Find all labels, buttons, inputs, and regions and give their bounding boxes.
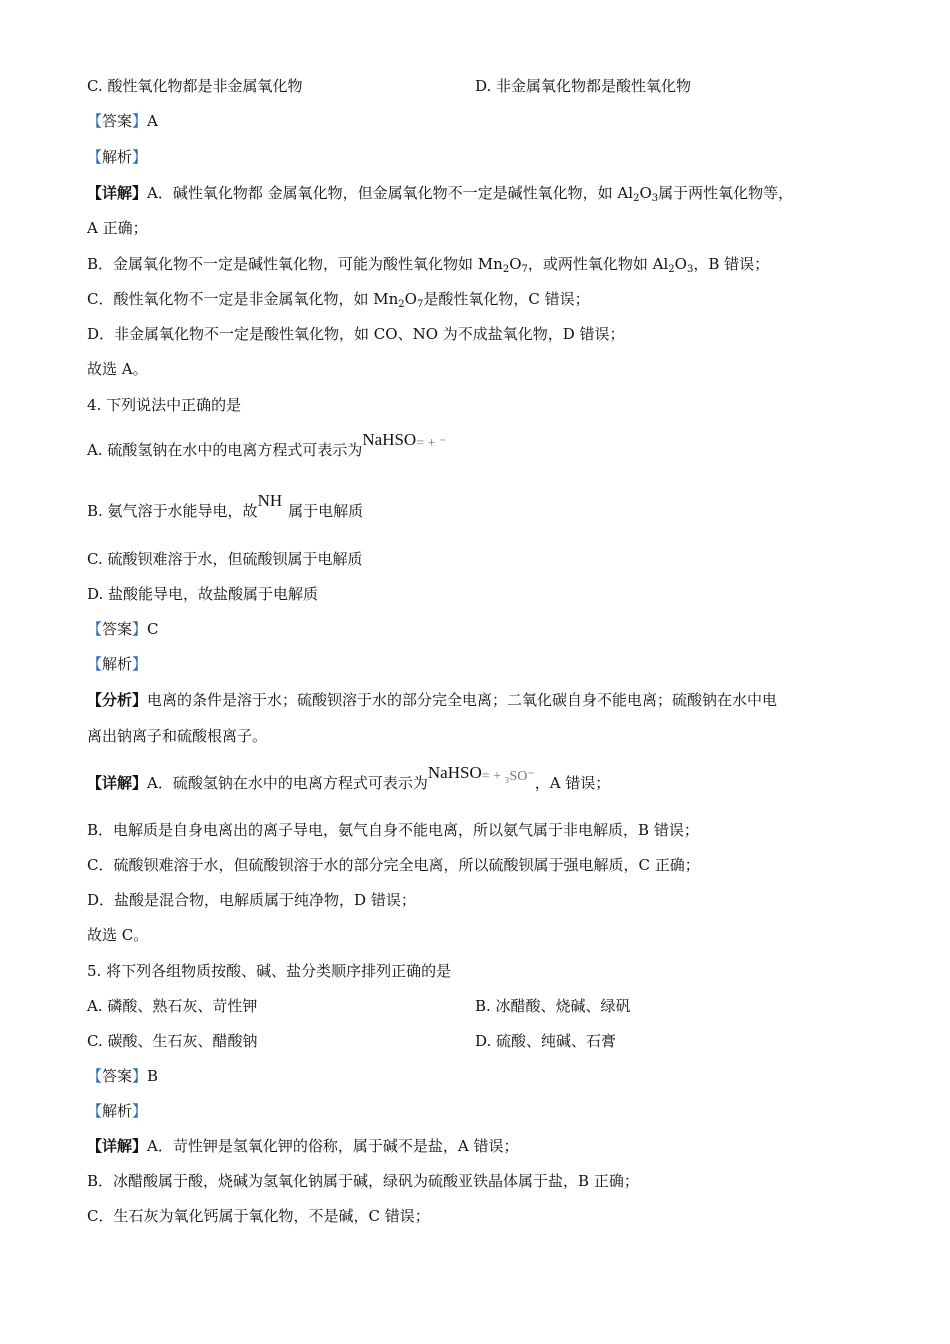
q4-detail-a: 【详解】A．硫酸氢钠在水中的电离方程式可表示为NaHSO= + ₃SO⁻，A 错误； [87, 763, 611, 792]
q4-stem: 4. 下列说法中正确的是 [87, 396, 242, 414]
formula: NH [257, 491, 283, 510]
answer-label: 答案 [102, 112, 133, 130]
q5-detail-a: 【详解】A．苛性钾是氢氧化钾的俗称，属于碱不是盐，A 错误； [87, 1137, 519, 1155]
q5-option-b: B. 冰醋酸、烧碱、绿矾 [475, 997, 631, 1015]
q5-detail-c: C．生石灰为氧化钙属于氧化物，不是碱，C 错误； [87, 1207, 430, 1225]
analysis-label: 解析 [102, 148, 133, 166]
answer-value: A [147, 112, 158, 130]
equation: NaHSO [362, 430, 417, 449]
q5-option-a: A. 磷酸、熟石灰、苛性钾 [87, 997, 258, 1015]
detail-label: 详解 [102, 184, 133, 202]
q4-option-d: D. 盐酸能导电，故盐酸属于电解质 [87, 585, 319, 603]
q3-conclusion: 故选 A。 [87, 360, 148, 378]
q3-detail-d: D．非金属氧化物不一定是酸性氧化物，如 CO、NO 为不成盐氧化物，D 错误； [87, 325, 625, 343]
q5-stem: 5. 将下列各组物质按酸、碱、盐分类顺序排列正确的是 [87, 962, 452, 980]
q3-answer: 【答案】A [87, 112, 158, 130]
q4-option-a: A. 硫酸氢钠在水中的电离方程式可表示为NaHSO= + ⁻ [87, 430, 447, 459]
q4-fenxi-cont: 离出钠离子和硫酸根离子。 [87, 727, 268, 745]
q5-answer: 【答案】B [87, 1067, 159, 1085]
q5-option-d: D. 硫酸、纯碱、石膏 [475, 1032, 617, 1050]
q5-option-c: C. 碳酸、生石灰、醋酸钠 [87, 1032, 258, 1050]
q3-detail-c: C．酸性氧化物不一定是非金属氧化物，如 $Mn_2O_7$是酸性氧化物，C 错误； [87, 290, 590, 310]
q3-option-c: C. 酸性氧化物都是非金属氧化物 [87, 77, 303, 95]
q3-analysis-heading: 【解析】 [87, 148, 148, 166]
q4-answer: 【答案】C [87, 620, 159, 638]
q4-detail-c: C．硫酸钡难溶于水，但硫酸钡溶于水的部分完全电离，所以硫酸钡属于强电解质，C 正确； [87, 856, 700, 874]
q3-detail-a-cont: A 正确； [87, 219, 148, 237]
q5-detail-b: B．冰醋酸属于酸，烧碱为氢氧化钠属于碱，绿矾为硫酸亚铁晶体属于盐，B 正确； [87, 1172, 639, 1190]
q4-detail-d: D．盐酸是混合物，电解质属于纯净物，D 错误； [87, 891, 416, 909]
q3-option-d: D. 非金属氧化物都是酸性氧化物 [475, 77, 692, 95]
q5-analysis-heading: 【解析】 [87, 1102, 148, 1120]
q4-conclusion: 故选 C。 [87, 926, 149, 944]
q4-analysis-heading: 【解析】 [87, 655, 148, 673]
q3-detail-a: 【详解】A．碱性氧化物都 金属氧化物，但金属氧化物不一定是碱性氧化物，如 $Al_2O_3$属于两性氧化物等， [87, 184, 794, 204]
q4-option-c: C. 硫酸钡难溶于水，但硫酸钡属于电解质 [87, 550, 363, 568]
q4-fenxi: 【分析】电离的条件是溶于水；硫酸钡溶于水的部分完全电离；二氧化碳自身不能电离；硫酸钠在水中电 [87, 691, 778, 709]
q4-option-b: B. 氨气溶于水能导电，故NH属于电解质 [87, 491, 364, 520]
q3-detail-b: B．金属氧化物不一定是碱性氧化物，可能为酸性氧化物如 $Mn_2O_7$，或两性氧化物如 $Al_2O_3$，B 错误； [87, 255, 770, 275]
q4-detail-b: B．电解质是自身电离出的离子导电，氨气自身不能电离，所以氨气属于非电解质，B 错误； [87, 821, 699, 839]
